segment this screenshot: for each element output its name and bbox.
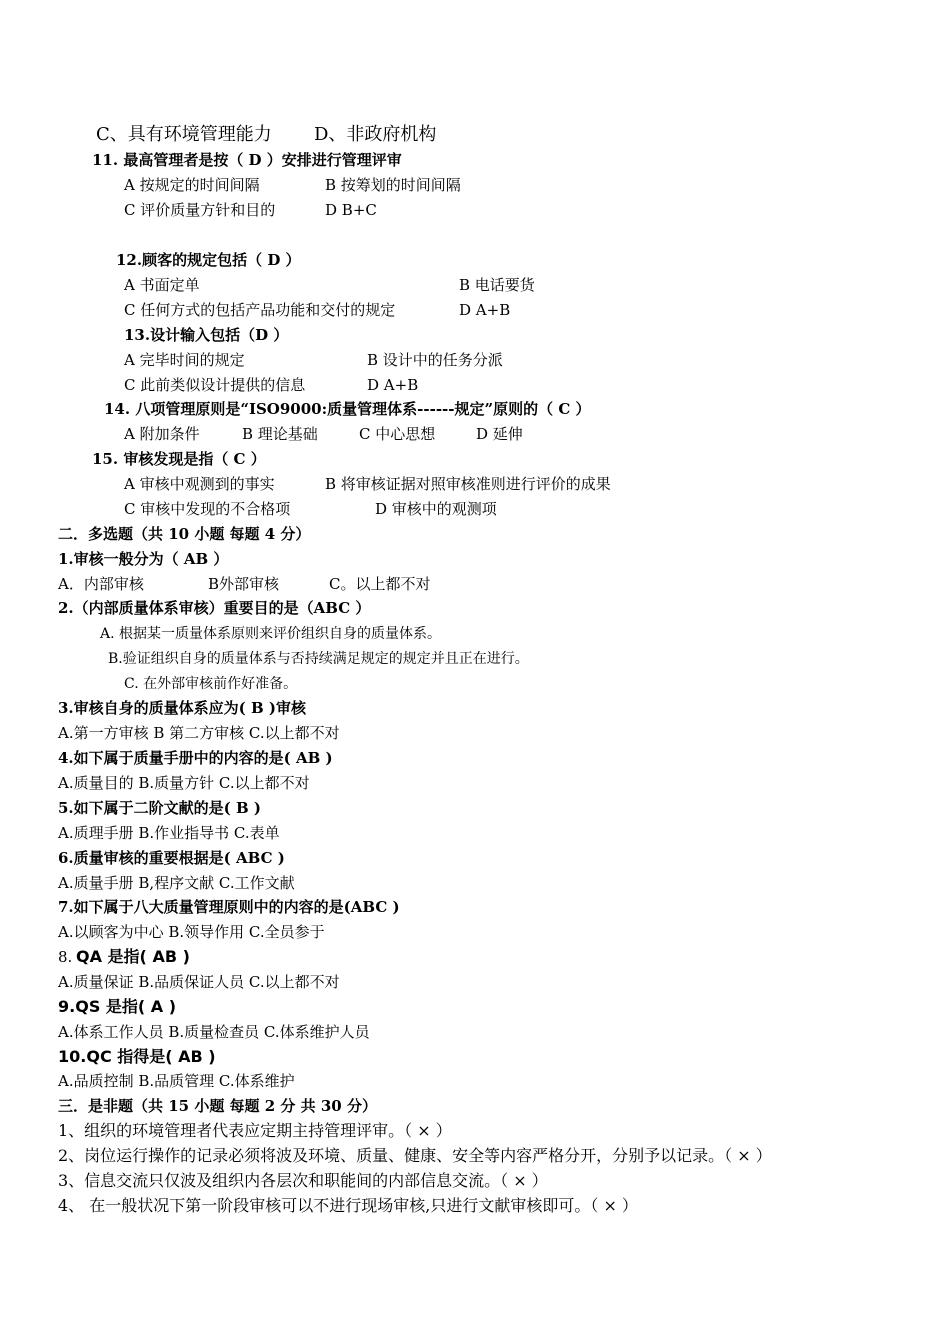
mc-question-5: 5.如下属于二阶文献的是( B )	[58, 799, 261, 817]
mc3-options: A.第一方审核 B 第二方审核 C.以上都不对	[58, 724, 340, 742]
mc1-option-c: C。以上都不对	[329, 575, 431, 593]
q14-option-b: B 理论基础	[242, 425, 318, 443]
mc-question-3: 3.审核自身的质量体系应为( B )审核	[58, 699, 306, 717]
question-12: 12.顾客的规定包括（ D ）	[116, 251, 301, 269]
mc10-options: A.品质控制 B.品质管理 C.体系维护	[58, 1072, 295, 1090]
question-13: 13.设计输入包括（D ）	[124, 326, 289, 344]
q13-option-d: D A+B	[367, 376, 419, 394]
q13-option-a: A 完毕时间的规定	[124, 351, 245, 369]
mc1-option-b: B外部审核	[208, 575, 280, 593]
mc-question-9: 9.QS 是指( A )	[58, 997, 177, 1016]
q14-option-c: C 中心思想	[359, 425, 436, 443]
mc-question-10: 10.QC 指得是( AB )	[58, 1047, 216, 1066]
q12-option-d: D A+B	[459, 301, 511, 319]
mc-question-8: QA 是指( AB )	[76, 947, 190, 966]
tf-question-1: 1、组织的环境管理者代表应定期主持管理评审。（ × ）	[58, 1121, 452, 1140]
section-3-heading: 三．是非题（共 15 小题 每题 2 分 共 30 分）	[58, 1097, 377, 1115]
mc7-options: A.以顾客为中心 B.领导作用 C.全员参于	[58, 923, 325, 941]
mc9-options: A.体系工作人员 B.质量检查员 C.体系维护人员	[58, 1023, 370, 1041]
tf-question-3: 3、信息交流只仅波及组织内各层次和职能间的内部信息交流。（ × ）	[58, 1171, 548, 1190]
mc-question-8-number: 8.	[58, 948, 73, 966]
q15-option-b: B 将审核证据对照审核准则进行评价的成果	[325, 475, 611, 493]
question-14: 14. 八项管理原则是“ISO9000:质量管理体系------规定”原则的（ C ）	[104, 400, 591, 418]
q15-option-a: A 审核中观测到的事实	[124, 475, 275, 493]
q11-option-a: A 按规定的时间间隔	[124, 176, 260, 194]
mc6-options: A.质量手册 B,程序文献 C.工作文献	[58, 874, 295, 892]
mc-question-1: 1.审核一般分为（ AB ）	[58, 550, 229, 568]
question-15: 15. 审核发现是指（ C ）	[92, 450, 266, 468]
mc-question-7: 7.如下属于八大质量管理原则中的内容的是(ABC )	[58, 898, 400, 916]
mc-question-4: 4.如下属于质量手册中的内容的是( AB )	[58, 749, 333, 767]
q13-option-b: B 设计中的任务分派	[367, 351, 503, 369]
mc-question-2: 2.（内部质量体系审核）重要目的是（ABC ）	[58, 599, 371, 617]
q14-option-d: D 延伸	[476, 425, 523, 443]
tf-question-2: 2、岗位运行操作的记录必须将波及环境、质量、健康、安全等内容严格分开，分别予以记录。（ × ）	[58, 1146, 772, 1165]
q15-option-d: D 审核中的观测项	[375, 500, 497, 518]
q12-option-c: C 任何方式的包括产品功能和交付的规定	[124, 301, 396, 319]
q11-option-c: C 评价质量方针和目的	[124, 201, 276, 219]
q14-option-a: A 附加条件	[124, 425, 200, 443]
mc4-options: A.质量目的 B.质量方针 C.以上都不对	[58, 774, 310, 792]
mc5-options: A.质理手册 B.作业指导书 C.表单	[58, 824, 280, 842]
option-d-line: D、非政府机构	[314, 124, 437, 145]
section-2-heading: 二．多选题（共 10 小题 每题 4 分）	[58, 525, 311, 543]
mc2-option-b: B.验证组织自身的质量体系与否持续满足规定的规定并且正在进行。	[108, 651, 529, 667]
q13-option-c: C 此前类似设计提供的信息	[124, 376, 306, 394]
q11-option-d: D B+C	[325, 201, 377, 219]
q12-option-b: B 电话要货	[459, 276, 535, 294]
mc2-option-a: A. 根据某一质量体系原则来评价组织自身的质量体系。	[100, 626, 442, 642]
q15-option-c: C 审核中发现的不合格项	[124, 500, 291, 518]
question-11: 11. 最高管理者是按（ D ）安排进行管理评审	[92, 151, 402, 169]
tf-question-4: 4、 在一般状况下第一阶段审核可以不进行现场审核,只进行文献审核即可。（ × ）	[58, 1196, 638, 1215]
mc8-options: A.质量保证 B.品质保证人员 C.以上都不对	[58, 973, 340, 991]
option-c-line: C、具有环境管理能力	[96, 124, 272, 145]
mc1-option-a: A．内部审核	[58, 575, 144, 593]
mc2-option-c: C. 在外部审核前作好准备。	[124, 676, 298, 692]
mc-question-6: 6.质量审核的重要根据是( ABC )	[58, 849, 285, 867]
q12-option-a: A 书面定单	[124, 276, 200, 294]
q11-option-b: B 按筹划的时间间隔	[325, 176, 461, 194]
